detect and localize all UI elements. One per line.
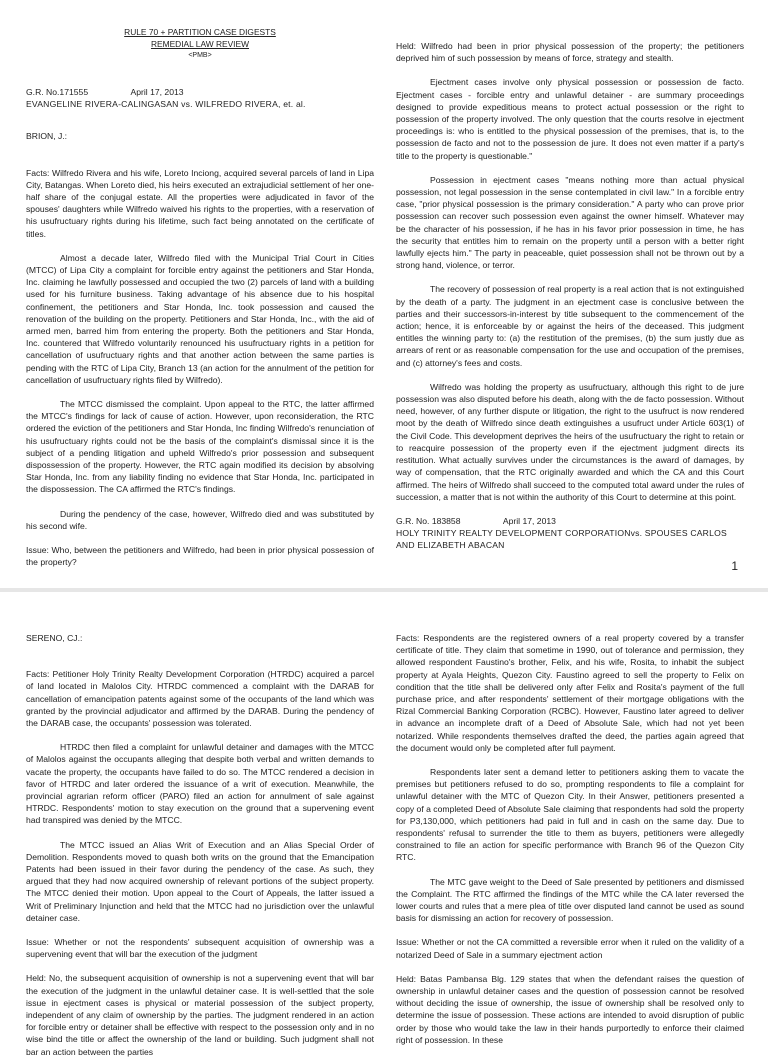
case3-issue: Issue: Whether or not the CA committed a reversible error when it ruled on the validity of a notarized Deed of Sale in a summary ejectment action [396,937,744,960]
case1-facts-paragraph-3: The MTCC dismissed the complaint. Upon appeal to the RTC, the latter affirmed the MTCC's findings for lack of cause of action. However, upon reconsideration, the RTC ordered the eviction of the petitioners and Star Honda, Inc finding Wilfredo's renunciation of his usufructuary rights could not be the basis of the complaint's dismissal since it is the subject of a pending litigation and upheld Wilfredo's prior possession and subsequent dispossession of the property. However, the RTC again modified its decision by absolving Star Honda, Inc. from any liability finding no evidence that Star Honda, Inc. participated in the dispossession. The CA affirmed the RTC's findings. [26,399,374,495]
case3-facts-paragraph-3: The MTC gave weight to the Deed of Sale presented by petitioners and dismissed the Complaint. The RTC affirmed the findings of the MTC while the CA later reversed the lower courts and rules that a mere plea of title over disputed land cannot be used as sound basis for dismissing an action for recovery of possession. [396,876,744,924]
case1-held-paragraph-3: Possession in ejectment cases "means nothing more than actual physical possession, not legal possession in the sense contemplated in civil law." In a forcible entry case, "prior physical possession is the primary consideration." A party who can prove prior possession can recover such possession even against the owner himself. Whatever may be the character of his possession, if he has in his favor prior possession in time, he has the security that entitles him to remain on the property until a person with a better right lawfully ejects him." The party in peaceable, quiet possession shall not be thrown out by a strong hand, violence, or terror. [396,174,744,271]
case1-facts-paragraph-2: Almost a decade later, Wilfredo filed with the Municipal Trial Court in Cities (MTCC) of Lipa City a complaint for forcible entry against the petitioners and Star Honda, Inc. claiming he lawfully possessed and occupied the two (2) parcels of land with a building used for his furniture business. Taking advantage of his absence due to his hospital confinement, the petitioners and Star Honda, Inc. took possession and caused the renovation of the building on the property. Petitioners and Star Honda, Inc., with the aid of armed men, barred him from entering the property. Both the petitioners and Star Honda, Inc. countered that Wilfredo voluntarily renounced his usufructuary rights in a petition for cancellation of usufructuary rights and that another action between the same parties is pending with the RTC of Lipa City, Branch 13 (an action for the annulment of the petition for cancellation of usufructuary rights filed by Wilfredo). [26,252,374,385]
case2-held: Held: No, the subsequent acquisition of ownership is not a supervening event that will bar the execution of the judgment in the unlawful detainer case. It is well-settled that the sole issue in ejectment cases is physical or material possession of the subject property, independent of any claim of ownership by the parties. The judgment rendered in an action for forcible entry or detainer shall be effective with respect to the possession only and in no wise bind the title or affect the ownership of the land or building. Such judgment shall not bar an action between the parties [26,973,374,1057]
document-page-2 [0,592,768,1057]
case1-facts-paragraph-4: During the pendency of the case, however, Wilfredo died and was substituted by his second wife. [26,508,374,531]
document-header [26,26,374,62]
page1-left-column [26,26,374,568]
case1-held-paragraph-4: The recovery of possession of real property is a real action that is not extinguished by the death of a party. The judgment in an ejectment case is conclusive between the parties and their successors-in-interest by title subsequent to the commencement of the action; hence, it is enforceable by or against the heirs of the deceased. This judgment entitles the winning party to: (a) the restitution of the premises, (b) the sum justly due as arrears of rent or as reasonable compensation for the use and occupation of the premises, and (c) attorney's fees and costs. [396,284,744,368]
case2-citation [396,515,744,527]
case2-issue: Issue: Whether or not the respondents' subsequent acquisition of ownership was a supervening event that will bar the execution of the judgment [26,937,374,960]
page1-right-column [396,40,744,560]
case1-held-paragraph-5: Wilfredo was holding the property as usufructuary, although this right to de jure possession was also disputed before his death, along with the de facto possession. Without need, however, of any further dispute or litigation, the right to the usufruct is now rendered moot by the death of Wilfredo since death extinguishes a usufruct under Article 603(1) of the Civil Code. This development deprives the heirs of the usufructuary the right to retain or to reacquire possession of the property even if the ejectment judgment directs its restitution. What actually survives under the circumstances is the award of damages, by way of compensation, that the RTC originally awarded and which the CA and this Court affirmed. The heirs of Wilfredo shall succeed to the computed total award under the rules of succession, a matter that is not within the authority of this Court to determine at this point. [396,381,744,502]
case1-citation [26,86,374,98]
case2-facts-paragraph-1: Facts: Petitioner Holy Trinity Realty Development Corporation (HTRDC) acquired a parcel of land located in Malolos City. HTRDC commenced a complaint with the DARAB for cancellation of emancipation patents against some of the occupants of the land which was granted by the provincial adjudicator and affirmed by the DARAB. During the pendency of the DARAB case, the occupants' possession was tolerated. [26,669,374,729]
case1-parties: EVANGELINE RIVERA-CALINGASAN vs. WILFREDO RIVERA, et. al. [26,99,306,110]
page-number: 1 [731,559,738,573]
case3-facts-paragraph-1: Facts: Respondents are the registered owners of a real property covered by a transfer certificate of title. They claim that sometime in 1990, out of tolerance and permission, they allowed respondent Faustino's brother, Felix, and his wife, Rosita, to inhabit the subject property at Ayala Heights, Quezon City. Faustino agreed to sell the property to Felix on condition that the title shall be delivered only after Felix and Rosita's payment of the full purchase price, and after respondents' settlement of their mortgage obligations with the Rizal Commercial Banking Corporation (RCBC). However, Faustino later agreed to deliver in advance an incomplete draft of a Deed of Absolute Sale, which had not yet been notarized. While respondents themselves drafted the deed, the parties again agreed that the document would only be completed after full payment. [396,633,744,753]
page2-right-column [396,632,744,1045]
case1-facts-paragraph-1: Facts: Wilfredo Rivera and his wife, Loreto Inciong, acquired several parcels of land in Lipa City, Batangas. When Loreto died, his heirs executed an extrajudicial settlement of her one-half share of the conjugal estate. All the properties were adjudicated in favor of the spouses' daughters while Wilfredo waived his rights to the properties, with a reservation of his usufructuary rights during his lifetime, such fact being annotated on the certificate of titles. [26,167,374,239]
case2-gr-number: G.R. No. 183858 [396,515,461,526]
case2-facts-paragraph-2: HTRDC then filed a complaint for unlawful detainer and damages with the MTCC of Malolos against the occupants alleging that despite both verbal and written demands to vacate the property, the occupants have failed to do so. The MTCC rendered a decision in favor of HTRDC and later ordered the issuance of a writ of execution. Meanwhile, the provincial agrarian reform officer (PARO) filed an action for annulment of sale against HTRDC. Respondents' motion to stay execution on the ground that a supervening event had transpired was denied by the MTCC. [26,742,374,826]
header-mark: <PMB> [188,52,212,59]
page2-left-column [26,632,374,1057]
case1-held-paragraph-2: Ejectment cases involve only physical possession or possession de facto. Ejectment cases - forcible entry and unlawful detainer - are summary proceedings designed to provide expeditious means to protect actual possession or the right to possession of the property involved. The only question that the courts resolve in ejectment proceedings is: who is entitled to the physical possession of the premises, that is, to the possession de facto and not to the possession de jure. It does not even matter if a party's title to the property is questionable." [396,77,744,161]
case2-parties: HOLY TRINITY REALTY DEVELOPMENT CORPORATIONvs. SPOUSES CARLOS AND ELIZABETH ABACAN [396,528,727,551]
case1-issue: Issue: Who, between the petitioners and Wilfredo, had been in prior physical possession of the property? [26,545,374,568]
case1-ponente: BRION, J.: [26,131,68,142]
case2-ponente: SERENO, CJ.: [26,633,83,643]
case1-date: April 17, 2013 [130,87,184,97]
case2-date: April 17, 2013 [502,515,556,526]
case1-held-paragraph-1: Held: Wilfredo had been in prior physical possession of the property; the petitioners deprived him of such possession by means of force, strategy and stealth. [396,41,744,64]
case3-facts-paragraph-2: Respondents later sent a demand letter to petitioners asking them to vacate the premises but petitioners refused to do so, prompting respondents to file a complaint for unlawful detainer with the MTC of Quezon City. In their Answer, petitioners presented a copy of a completed Deed of Absolute Sale claiming that respondents had sold the property for P3,130,000, which petitioners had paid in full and in cash on the same day. Due to respondents' refusal to surrender the title to them as buyers, petitioners were allegedly constrained to file an action for specific performance with Branch 96 of the Quezon City RTC. [396,767,744,863]
header-title: RULE 70 + PARTITION CASE DIGESTS [124,27,276,37]
case3-held: Held: Batas Pambansa Blg. 129 states that when the defendant raises the question of ownership in unlawful detainer cases and the question of possession cannot be resolved without deciding the issue of ownership, the issue of ownership shall be resolved only to determine the issue of possession. These actions are intended to avoid disruption of public order by those who would take the law in their hands purportedly to enforce their claimed right of possession. In these [396,973,744,1045]
header-subtitle: REMEDIAL LAW REVIEW [150,39,250,49]
case1-gr-number: G.R. No.171555 [26,87,89,97]
case2-facts-paragraph-3: The MTCC issued an Alias Writ of Execution and an Alias Special Order of Demolition. Respondents moved to quash both writs on the ground that the Emancipation Patents had been issued in their favor during the pendency of the case. As such, they argued that they had now acquired ownership of relevant portions of the subject property. The MTCC denied their motion. Upon appeal to the Court of Appeals, the latter issued a Writ of Preliminary Injunction and held that the MTCC had no jurisdiction over the unlawful detainer case. [26,839,374,923]
